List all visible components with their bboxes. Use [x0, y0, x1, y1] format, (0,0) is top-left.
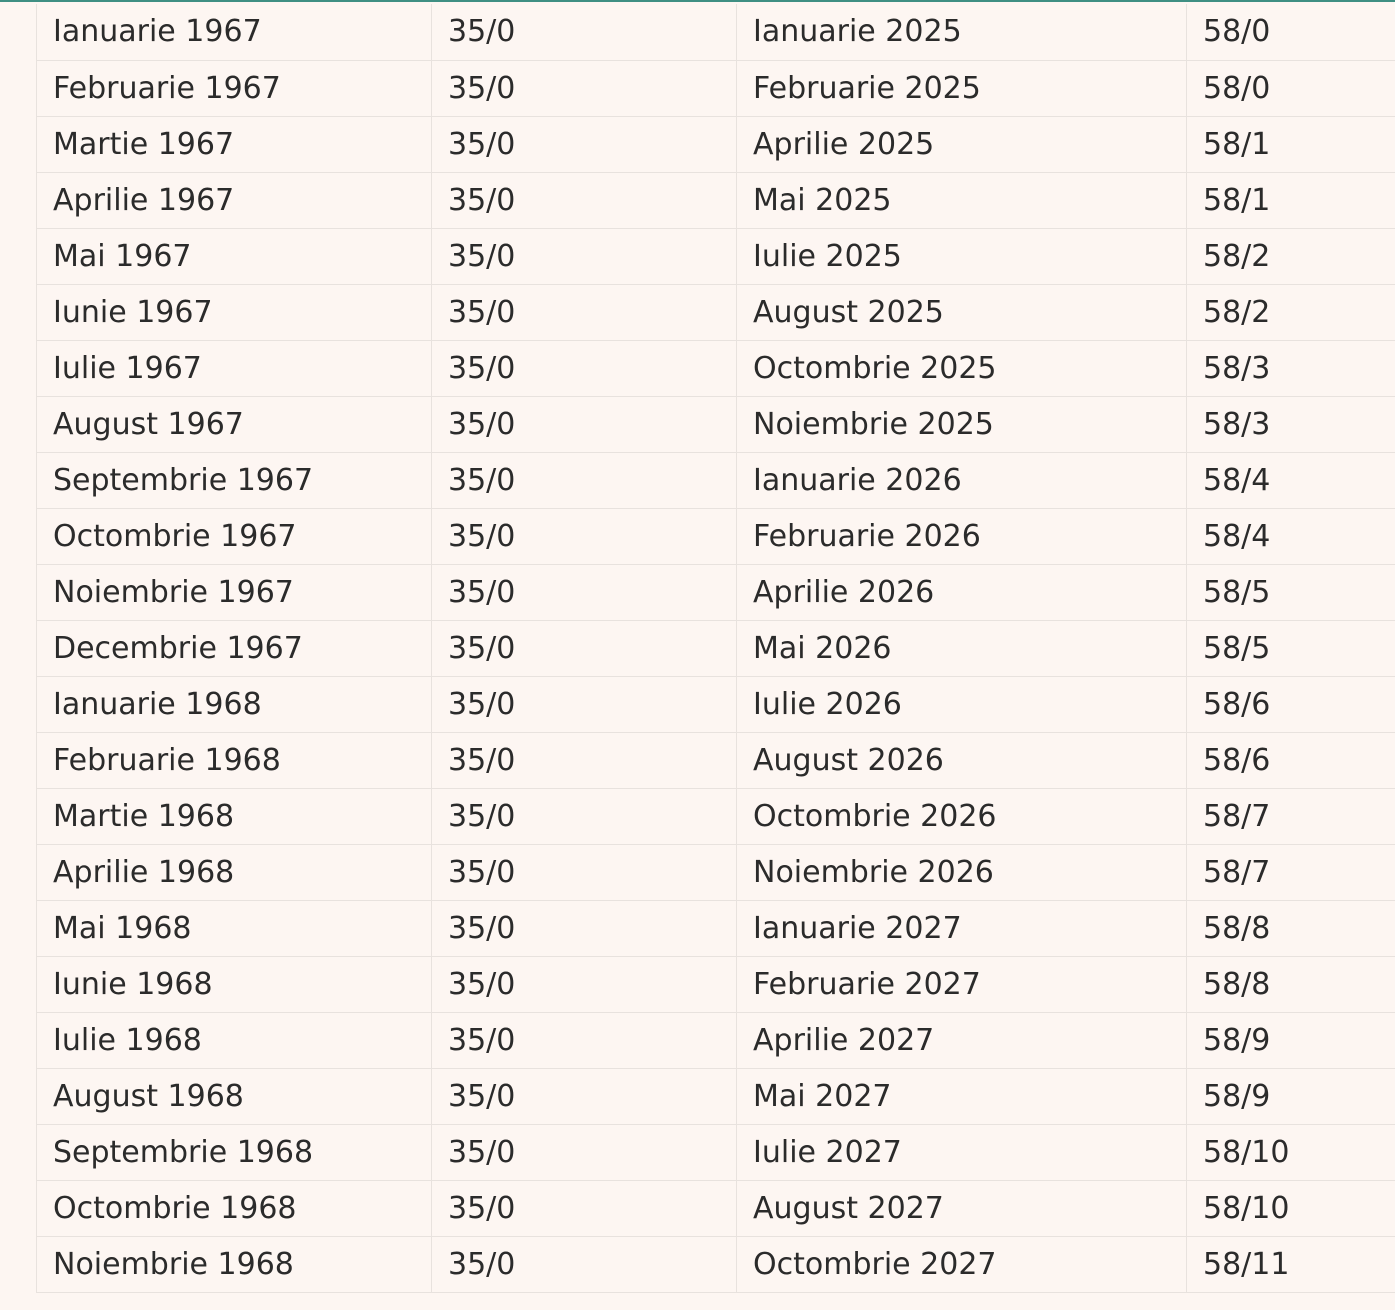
retirement-age-cell: 58/5 — [1187, 564, 1395, 620]
birth-month-cell: Aprilie 1967 — [37, 172, 432, 228]
age-cell: 35/0 — [432, 452, 737, 508]
age-cell: 35/0 — [432, 396, 737, 452]
retirement-age-cell: 58/4 — [1187, 508, 1395, 564]
retirement-month-cell: Februarie 2027 — [737, 956, 1187, 1012]
retirement-month-cell: Aprilie 2027 — [737, 1012, 1187, 1068]
retirement-month-cell: Mai 2027 — [737, 1068, 1187, 1124]
table-row — [37, 396, 1395, 452]
retirement-month-cell: Iulie 2026 — [737, 676, 1187, 732]
age-cell: 35/0 — [432, 900, 737, 956]
birth-month-cell: Mai 1968 — [37, 900, 432, 956]
table-row — [37, 284, 1395, 340]
table-row — [37, 564, 1395, 620]
retirement-month-cell: Ianuarie 2026 — [737, 452, 1187, 508]
age-cell: 35/0 — [432, 4, 737, 60]
table-row — [37, 844, 1395, 900]
age-cell: 35/0 — [432, 956, 737, 1012]
retirement-month-cell: Noiembrie 2025 — [737, 396, 1187, 452]
retirement-month-cell: Februarie 2025 — [737, 60, 1187, 116]
retirement-age-cell: 58/9 — [1187, 1068, 1395, 1124]
table-row — [37, 1124, 1395, 1180]
age-cell: 35/0 — [432, 620, 737, 676]
age-cell: 35/0 — [432, 788, 737, 844]
retirement-month-cell: Februarie 2026 — [737, 508, 1187, 564]
age-cell: 35/0 — [432, 60, 737, 116]
retirement-age-cell: 58/9 — [1187, 1012, 1395, 1068]
table-row — [37, 4, 1395, 60]
birth-month-cell: Octombrie 1968 — [37, 1180, 432, 1236]
table-row — [37, 732, 1395, 788]
retirement-month-cell: Aprilie 2025 — [737, 116, 1187, 172]
retirement-age-cell: 58/0 — [1187, 4, 1395, 60]
birth-month-cell: Septembrie 1967 — [37, 452, 432, 508]
retirement-age-cell: 58/1 — [1187, 172, 1395, 228]
table-body — [37, 4, 1395, 1292]
retirement-month-cell: Iulie 2027 — [737, 1124, 1187, 1180]
age-cell: 35/0 — [432, 676, 737, 732]
retirement-month-cell: Mai 2026 — [737, 620, 1187, 676]
retirement-month-cell: August 2026 — [737, 732, 1187, 788]
birth-month-cell: Mai 1967 — [37, 228, 432, 284]
birth-month-cell: Noiembrie 1967 — [37, 564, 432, 620]
birth-month-cell: Septembrie 1968 — [37, 1124, 432, 1180]
birth-month-cell: Ianuarie 1967 — [37, 4, 432, 60]
age-cell: 35/0 — [432, 1068, 737, 1124]
age-cell: 35/0 — [432, 564, 737, 620]
table-row — [37, 1236, 1395, 1292]
birth-month-cell: Ianuarie 1968 — [37, 676, 432, 732]
retirement-month-cell: Noiembrie 2026 — [737, 844, 1187, 900]
retirement-age-cell: 58/11 — [1187, 1236, 1395, 1292]
retirement-month-cell: Ianuarie 2025 — [737, 4, 1187, 60]
age-cell: 35/0 — [432, 172, 737, 228]
retirement-age-cell: 58/2 — [1187, 228, 1395, 284]
retirement-month-cell: August 2027 — [737, 1180, 1187, 1236]
birth-month-cell: Martie 1967 — [37, 116, 432, 172]
retirement-month-cell: Octombrie 2027 — [737, 1236, 1187, 1292]
age-cell: 35/0 — [432, 340, 737, 396]
table-row — [37, 116, 1395, 172]
table-row — [37, 452, 1395, 508]
retirement-age-cell: 58/10 — [1187, 1124, 1395, 1180]
birth-month-cell: Iunie 1968 — [37, 956, 432, 1012]
table-row — [37, 60, 1395, 116]
birth-month-cell: Octombrie 1967 — [37, 508, 432, 564]
retirement-age-cell: 58/7 — [1187, 788, 1395, 844]
age-cell: 35/0 — [432, 116, 737, 172]
birth-month-cell: Iulie 1968 — [37, 1012, 432, 1068]
table-row — [37, 228, 1395, 284]
retirement-age-cell: 58/0 — [1187, 60, 1395, 116]
retirement-age-cell: 58/4 — [1187, 452, 1395, 508]
retirement-age-cell: 58/6 — [1187, 732, 1395, 788]
age-cell: 35/0 — [432, 1180, 737, 1236]
retirement-month-cell: August 2025 — [737, 284, 1187, 340]
age-cell: 35/0 — [432, 1236, 737, 1292]
table-row — [37, 340, 1395, 396]
retirement-month-cell: Ianuarie 2027 — [737, 900, 1187, 956]
retirement-age-cell: 58/7 — [1187, 844, 1395, 900]
retirement-age-cell: 58/3 — [1187, 396, 1395, 452]
birth-month-cell: August 1967 — [37, 396, 432, 452]
retirement-month-cell: Octombrie 2026 — [737, 788, 1187, 844]
birth-month-cell: Februarie 1967 — [37, 60, 432, 116]
retirement-month-cell: Aprilie 2026 — [737, 564, 1187, 620]
birth-month-cell: Martie 1968 — [37, 788, 432, 844]
birth-month-cell: Februarie 1968 — [37, 732, 432, 788]
retirement-age-cell: 58/5 — [1187, 620, 1395, 676]
age-cell: 35/0 — [432, 284, 737, 340]
table-row — [37, 788, 1395, 844]
table-row — [37, 956, 1395, 1012]
age-cell: 35/0 — [432, 844, 737, 900]
retirement-age-cell: 58/8 — [1187, 900, 1395, 956]
retirement-age-cell: 58/10 — [1187, 1180, 1395, 1236]
table-row — [37, 1180, 1395, 1236]
table-row — [37, 1068, 1395, 1124]
retirement-age-cell: 58/8 — [1187, 956, 1395, 1012]
birth-month-cell: Iunie 1967 — [37, 284, 432, 340]
retirement-month-cell: Mai 2025 — [737, 172, 1187, 228]
retirement-age-cell: 58/2 — [1187, 284, 1395, 340]
retirement-age-cell: 58/3 — [1187, 340, 1395, 396]
age-cell: 35/0 — [432, 1012, 737, 1068]
birth-month-cell: August 1968 — [37, 1068, 432, 1124]
birth-month-cell: Aprilie 1968 — [37, 844, 432, 900]
retirement-month-cell: Iulie 2025 — [737, 228, 1187, 284]
retirement-age-cell: 58/1 — [1187, 116, 1395, 172]
table-row — [37, 1012, 1395, 1068]
birth-month-cell: Decembrie 1967 — [37, 620, 432, 676]
table-row — [37, 508, 1395, 564]
table-row — [37, 676, 1395, 732]
age-cell: 35/0 — [432, 228, 737, 284]
age-cell: 35/0 — [432, 1124, 737, 1180]
age-cell: 35/0 — [432, 732, 737, 788]
table-row — [37, 620, 1395, 676]
birth-month-cell: Iulie 1967 — [37, 340, 432, 396]
retirement-table — [36, 4, 1395, 1293]
birth-month-cell: Noiembrie 1968 — [37, 1236, 432, 1292]
retirement-age-cell: 58/6 — [1187, 676, 1395, 732]
age-cell: 35/0 — [432, 508, 737, 564]
retirement-month-cell: Octombrie 2025 — [737, 340, 1187, 396]
table-row — [37, 172, 1395, 228]
table-row — [37, 900, 1395, 956]
